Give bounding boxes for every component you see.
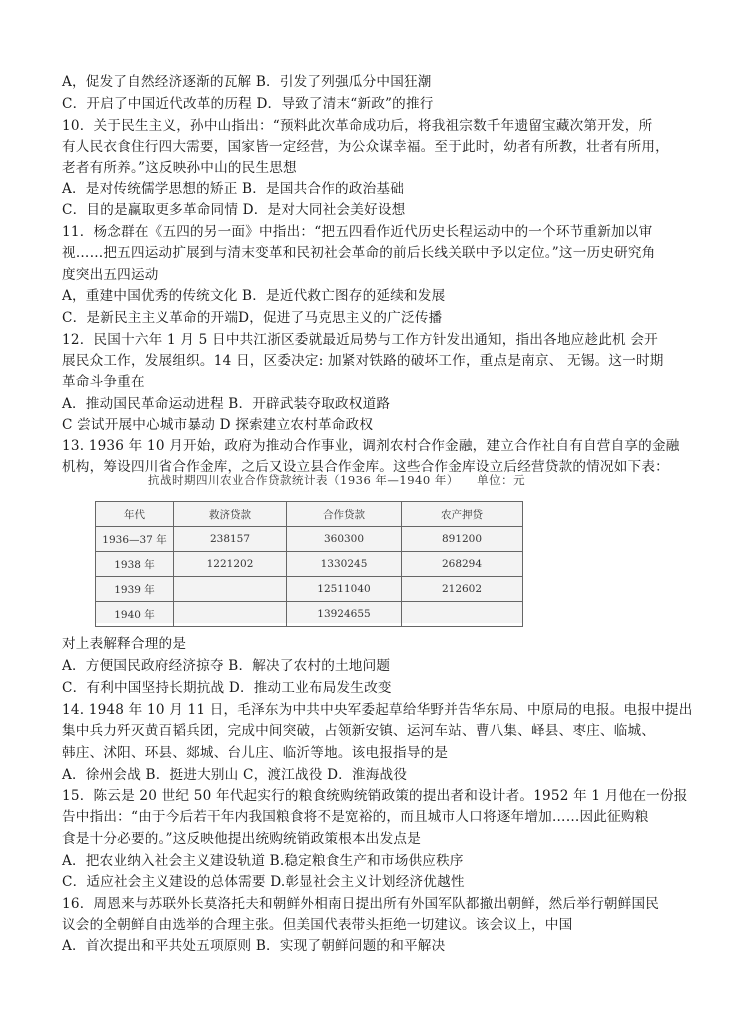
table-row (96, 527, 523, 552)
text-line: A，重建中国优秀的传统文化 B．是近代救亡图存的延续和发展 (62, 288, 446, 304)
table-cell: 268294 (402, 552, 523, 577)
table-cell: 891200 (402, 527, 523, 552)
table-row (96, 602, 523, 627)
text-line: C．开启了中国近代改革的历程 D．导致了清末“新政”的推行 (62, 96, 434, 112)
text-line: 革命斗争重在 (62, 374, 145, 390)
text-line: 有人民衣食住行四大需要，国家皆一定经营，为公众谋幸福。至于此时，幼者有所教，壮者有所用， (62, 139, 669, 155)
text-line: C．是新民主主义革命的开端D，促进了马克思主义的广泛传播 (62, 310, 443, 326)
text-line: A，促发了自然经济逐渐的瓦解 B．引发了列强瓜分中国狂潮 (62, 74, 432, 90)
table-header-cell: 年代 (96, 502, 174, 527)
question-12-line: 12．民国十六年 1 月 5 日中共江浙区委就最近局势与工作方针发出通知，指出各地应趁此机 会开 (62, 332, 658, 348)
table-header-cell: 合作贷款 (287, 502, 402, 527)
table-cell: 1939 年 (96, 577, 174, 602)
text-line: A．徐州会战 B．挺进大别山 C，渡江战役 D．淮海战役 (62, 767, 408, 783)
table-cell: 1221202 (174, 552, 287, 577)
table-header-cell: 农产押贷 (402, 502, 523, 527)
text-line: 食是十分必要的。”这反映他提出统购统销政策根本出发点是 (62, 831, 421, 847)
text-line: A．方便国民政府经济掠夺 B．解决了农村的土地问题 (62, 658, 391, 674)
table-header-row (96, 502, 523, 527)
table-cell: 1330245 (287, 552, 402, 577)
text-line: 韩庄、沭阳、环县、郯城、台儿庄、临沂等地。该电报指导的是 (62, 745, 449, 761)
text-line: A．推动国民革命运动进程 B．开辟武装夺取政权道路 (62, 396, 391, 412)
text-line: 度突出五四运动 (62, 267, 159, 283)
table-cell: 12511040 (287, 577, 402, 602)
text-line: C 尝试开展中心城市暴动 D 探索建立农村革命政权 (62, 417, 374, 433)
table-cell: 1936—37 年 (96, 527, 174, 552)
table-row (96, 552, 523, 577)
text-line: C．有利中国坚持长期抗战 D．推动工业布局发生改变 (62, 680, 392, 696)
text-line: A．是对传统儒学思想的矫正 B．是国共合作的政治基础 (62, 181, 404, 197)
question-16-line: 16．周恩来与苏联外长莫洛托夫和朝鲜外相南日提出所有外国军队都撤出朝鲜，然后举行朝鲜国民 (62, 896, 660, 912)
text-line: 集中兵力歼灭黄百韬兵团，完成中间突破，占领新安镇、运河车站、曹八集、峄县、枣庄、临城、 (62, 723, 656, 739)
table-cell (174, 577, 287, 602)
question-11-line: 11．杨念群在《五四的另一面》中指出：“把五四看作近代历史长程运动中的一个环节重新加以审 (62, 224, 653, 240)
question-13-line: 13. 1936 年 10 月开始，政府为推动合作事业，调剂农村合作金融，建立合作社自有自营自享的金融 (62, 438, 680, 454)
table-cell: 13924655 (287, 602, 402, 627)
question-14-line: 14. 1948 年 10 月 11 日，毛泽东为中共中央军委起草给华野并告华东局、中原局的电报。电报中提出 (62, 702, 693, 718)
table-cell: 1938 年 (96, 552, 174, 577)
table-cell: 360300 (287, 527, 402, 552)
text-line: A．把农业纳入社会主义建设轨道 B.稳定粮食生产和市场供应秩序 (62, 853, 464, 869)
table-cell: 238157 (174, 527, 287, 552)
question-15-line: 15．陈云是 20 世纪 50 年代起实行的粮食统购统销政策的提出者和设计者。1952 年 1 月他在一份报 (62, 788, 688, 804)
text-line: A．首次提出和平共处五项原则 B．实现了朝鲜问题的和平解决 (62, 938, 446, 954)
table-header-cell: 救济贷款 (174, 502, 287, 527)
table-cell: 212602 (402, 577, 523, 602)
text-line: 视……把五四运动扩展到与清末变革和民初社会革命的前后长线关联中予以定位。”这一历史研究角 (62, 245, 656, 261)
text-line: 机构，筹设四川省合作金库，之后又设立县合作金库。这些合作金库设立后经营贷款的情况如下表： (62, 459, 669, 475)
text-line: 告中指出：“由于今后若干年内我国粮食将不是宽裕的，而且城市人口将逐年增加……因此征购粮 (62, 809, 649, 825)
text-line: C．目的是赢取更多革命同情 D．是对大同社会美好设想 (62, 202, 406, 218)
table-row (96, 577, 523, 602)
table-cell: 1940 年 (96, 602, 174, 627)
text-line: C．适应社会主义建设的总体需要 D.彰显社会主义计划经济优越性 (62, 874, 465, 890)
loan-table (95, 501, 522, 623)
table-cell (402, 602, 523, 627)
text-line: 老者有所养。”这反映孙中山的民生思想 (62, 160, 297, 176)
question-10-line: 10．关于民生主义，孙中山指出：“预料此次革命成功后，将我祖宗数千年遗留宝藏次第开发，所 (62, 118, 653, 134)
text-line: 展民众工作，发展组织。14 日，区委决定: 加紧对铁路的破坏工作，重点是南京、 无锡。这一时期 (62, 353, 664, 369)
text-line: 对上表解释合理的是 (62, 636, 187, 652)
table-caption: 抗战时期四川农业合作贷款统计表（1936 年—1940 年） 单位：元 (148, 473, 526, 487)
table-cell (174, 602, 287, 627)
text-line: 议会的全朝鲜自由选举的合理主张。但美国代表带头拒绝一切建议。该会议上，中国 (62, 917, 573, 933)
